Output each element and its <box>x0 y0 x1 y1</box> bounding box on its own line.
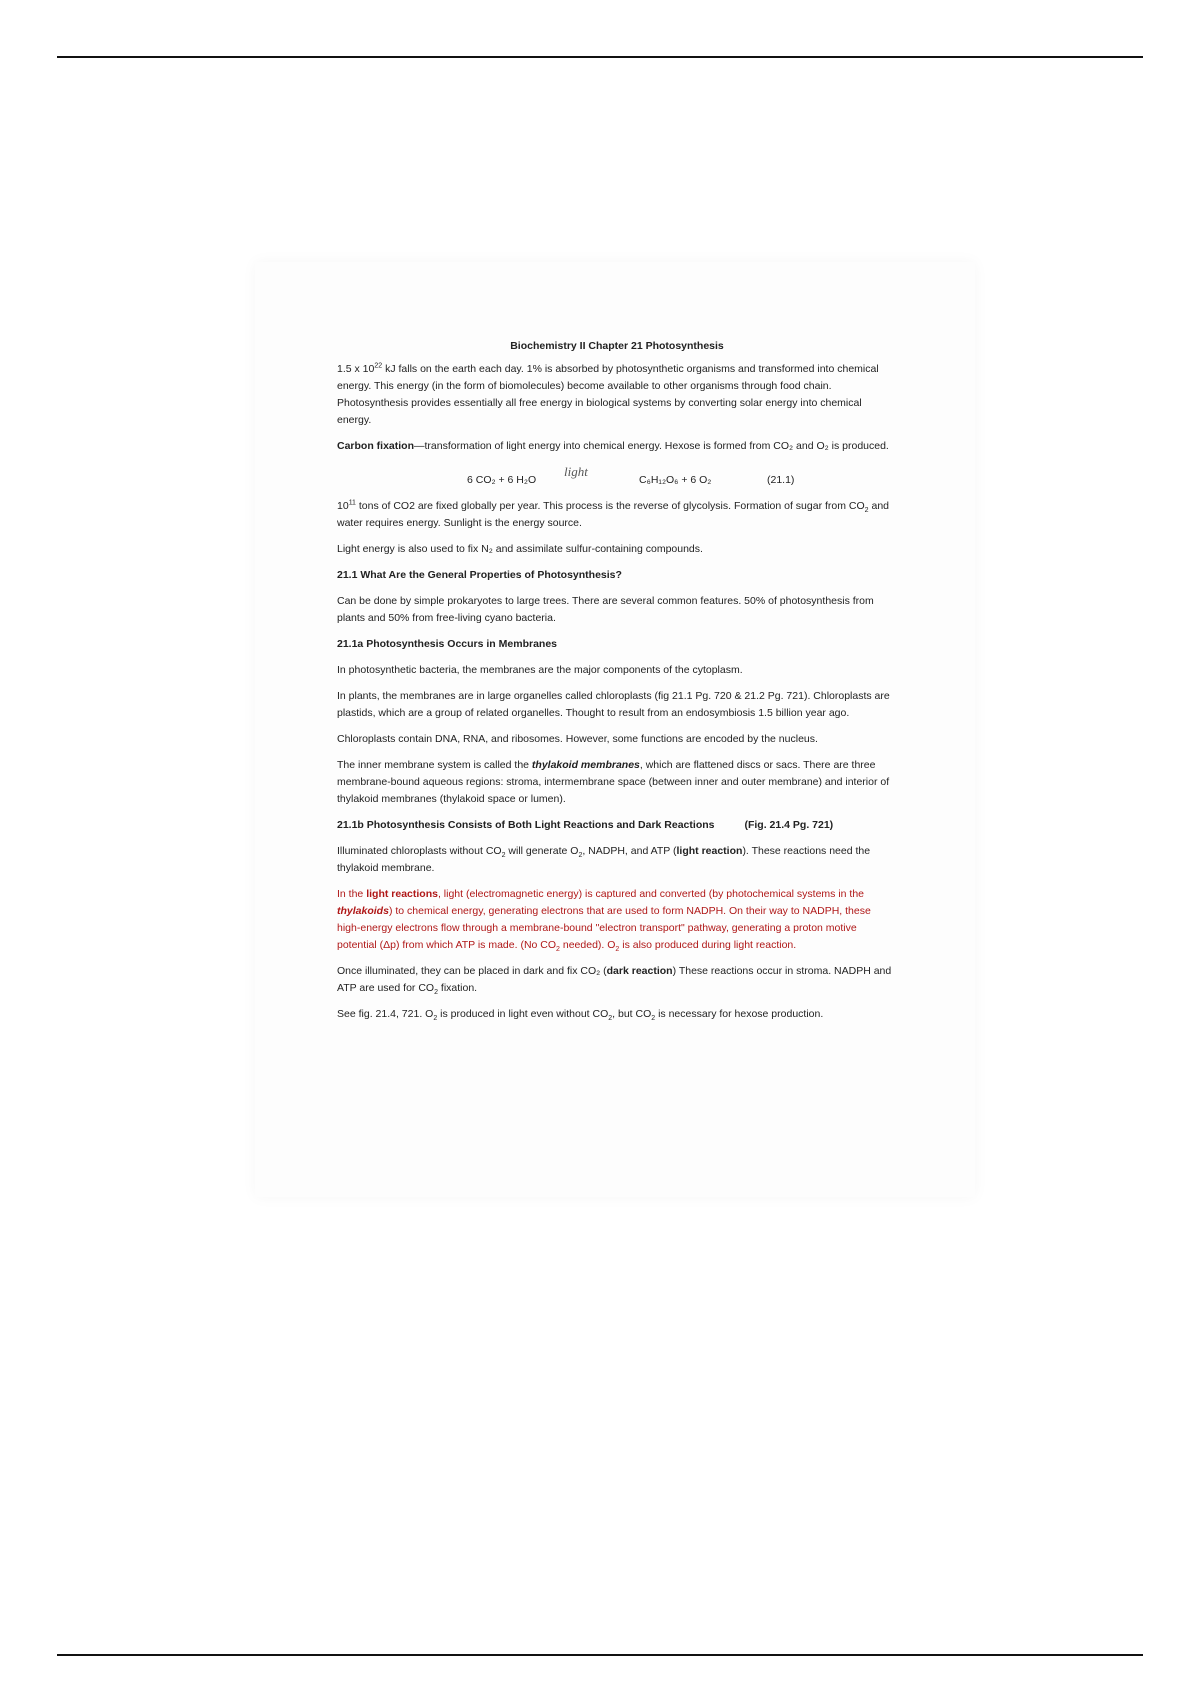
thylakoid-paragraph: The inner membrane system is called the thylakoid membranes, which are flattened discs or sacs. There are three membrane-bound aqueous regions: stroma, intermembrane space (between inner and outer membrane) and interior of thylakoid membranes (thylakoid space or lumen). <box>337 759 890 805</box>
equation-reactants: 6 CO₂ + 6 H₂O <box>467 474 537 486</box>
heading-21-1b: 21.1b Photosynthesis Consists of Both Light Reactions and Dark Reactions (Fig. 21.4 Pg. 721) <box>337 819 834 831</box>
equation-products: C₆H₁₂O₆ + 6 O₂ <box>639 474 712 486</box>
heading-21-1: 21.1 What Are the General Properties of Photosynthesis? <box>337 569 622 581</box>
heading-21-1a: 21.1a Photosynthesis Occurs in Membranes <box>337 638 557 650</box>
light-reactions-paragraph: In the light reactions, light (electromagnetic energy) is captured and converted (by photochemical systems in the thylakoids) to chemical energy, generating electrons that are used to form NADPH. On their way to NADPH, these high-energy electrons flow through a membrane-bound "electron transport" pathway, generating a proton motive potential (Δp) from which ATP is made. (No $CO_2$ needed). $O_2$ is also produced during light reaction. <box>337 888 871 954</box>
top-rule <box>57 56 1143 58</box>
bacteria-paragraph: In photosynthetic bacteria, the membranes are the major components of the cytoplasm. <box>337 664 743 676</box>
dna-paragraph: Chloroplasts contain DNA, RNA, and ribosomes. However, some functions are encoded by the nucleus. <box>337 733 818 745</box>
photosynthesis-equation <box>337 464 897 494</box>
see-fig-paragraph: See fig. 21.4, 721. $O_2$ is produced in light even without $CO_2$, but $CO_2$ is necessary for hexose production. <box>337 1008 824 1023</box>
co2-tons-paragraph: $10^{11}$ tons of CO2 are fixed globally per year. This process is the reverse of glycolysis. Formation of sugar from $CO_2$ and water requires energy. Sunlight is the energy source. <box>337 499 889 529</box>
plants-paragraph: In plants, the membranes are in large organelles called chloroplasts (fig 21.1 Pg. 720 & 21.2 Pg. 721). Chloroplasts are plastids, which are a group of related organelles. Thought to result from an endosymbiosis 1.5 billion year ago. <box>337 690 890 719</box>
light-energy-paragraph: Light energy is also used to fix N₂ and assimilate sulfur-containing compounds. <box>337 543 703 555</box>
document-content <box>337 338 897 1032</box>
equation-arrow-label: light <box>564 464 588 479</box>
general-properties-paragraph: Can be done by simple prokaryotes to large trees. There are several common features. 50% of photosynthesis from plants and 50% from free-living cyano bacteria. <box>337 595 874 624</box>
bottom-rule <box>57 1654 1143 1656</box>
illuminated-paragraph: Illuminated chloroplasts without $CO_2$ will generate $O_2$, NADPH, and ATP (light reaction). These reactions need the thylakoid membrane. <box>337 845 871 874</box>
carbon-fixation-paragraph: Carbon fixation—transformation of light energy into chemical energy. Hexose is formed from CO₂ and O₂ is produced. <box>337 440 889 452</box>
intro-paragraph: 1.5 x $10^{22}$ kJ falls on the earth each day. 1% is absorbed by photosynthetic organisms and transformed into chemical energy. This energy (in the form of biomolecules) become available to other organisms through food chain. Photosynthesis provides essentially all free energy in biological systems by converting solar energy into chemical energy. <box>337 362 879 426</box>
document-title: Biochemistry II Chapter 21 Photosynthesis <box>510 340 724 352</box>
dark-reaction-paragraph: Once illuminated, they can be placed in dark and fix CO₂ (dark reaction) These reactions occur in stroma. NADPH and ATP are used for $CO_2$ fixation. <box>337 965 892 997</box>
equation-number: (21.1) <box>767 474 795 486</box>
